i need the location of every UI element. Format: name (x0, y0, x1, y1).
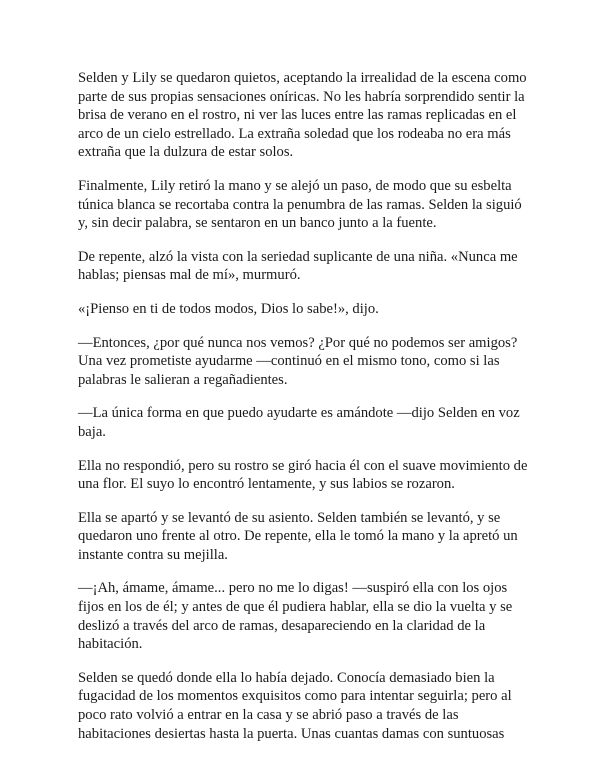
paragraph-6: —La única forma en que puedo ayudarte es amándote —dijo Selden en voz baja. (78, 405, 520, 440)
body-text (78, 69, 534, 758)
paragraph-3: De repente, alzó la vista con la seriedad suplicante de una niña. «Nunca me hablas; piensas mal de mí», murmuró. (78, 248, 518, 284)
paragraph-1: Selden y Lily se quedaron quietos, aceptando la irrealidad de la escena como parte de sus propias sensaciones oníricas. No les habría sorprendido sentir la brisa de verano en el rostro, ni ver las luces entre las ramas replicadas en el arco de un cielo estrellado. La extraña soledad que los rodeaba no era más extraña que la dulzura de estar solos. (78, 70, 527, 161)
paragraph-4: «¡Pienso en ti de todos modos, Dios lo sabe!», dijo. (78, 300, 379, 317)
paragraph-8: Ella se apartó y se levantó de su asiento. Selden también se levantó, y se quedaron uno frente al otro. De repente, ella le tomó la mano y la apretó un instante contra su mejilla. (78, 509, 518, 563)
paragraph-9: —¡Ah, ámame, ámame... pero no me lo digas! —suspiró ella con los ojos fijos en los de él; y antes de que él pudiera hablar, ella se dio la vuelta y se deslizó a través del arco de ramas, desapareciendo en la claridad de la habitación. (78, 580, 513, 653)
paragraph-7: Ella no respondió, pero su rostro se giró hacia él con el suave movimiento de una flor. El suyo lo encontró lentamente, y sus labios se rozaron. (78, 457, 528, 493)
paragraph-5: —Entonces, ¿por qué nunca nos vemos? ¿Por qué no podemos ser amigos? Una vez prometiste ayudarme —continuó en el mismo tono, como si las palabras le salieran a regañadientes. (78, 334, 518, 388)
paragraph-2: Finalmente, Lily retiró la mano y se alejó un paso, de modo que su esbelta túnica blanca se recortaba contra la penumbra de las ramas. Selden la siguió y, sin decir palabra, se sentaron en un banco junto a la fuente. (78, 177, 522, 232)
paragraph-10: Selden se quedó donde ella lo había dejado. Conocía demasiado bien la fugacidad de los momentos exquisitos como para intentar seguirla; pero al poco rato volvió a entrar en la casa y se abrió paso a través de las habitaciones desiertas hasta la puerta. Unas cuantas damas con suntuosas (78, 669, 512, 742)
